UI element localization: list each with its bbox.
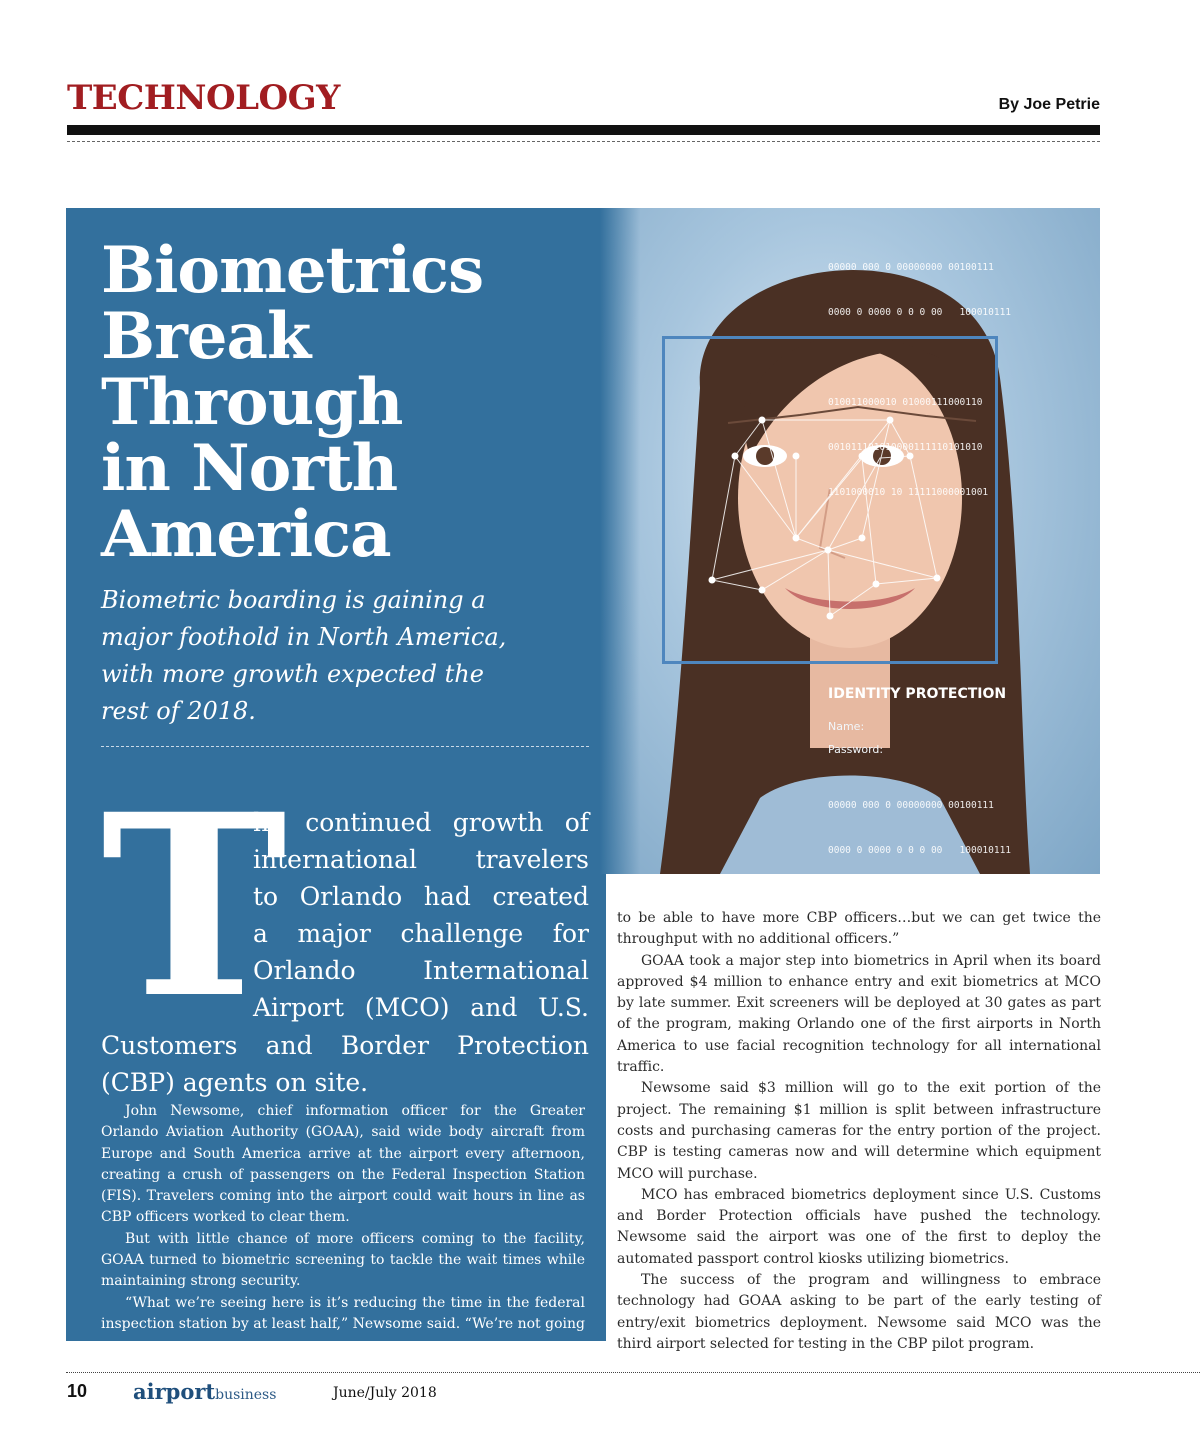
byline: By Joe Petrie xyxy=(998,96,1100,113)
identity-protection-label: IDENTITY PROTECTION xyxy=(828,686,1007,702)
body-paragraph: “What we’re seeing here is it’s reducing the time in the federal inspection station by at least half,” Newsome said. “We’re not going xyxy=(101,1294,585,1332)
lead-paragraph-wrapped: he continued growth of international travelers to Orlando had created a major challenge for Orlando International Airport (MCO) and U.S. xyxy=(253,808,589,1022)
photo-edge-fade xyxy=(600,208,640,874)
body-column-2 xyxy=(617,908,1101,1355)
issue-date: June/July 2018 xyxy=(333,1385,437,1401)
article-headline: Biometrics Break Through in North America xyxy=(101,233,484,572)
biometric-face-photo xyxy=(600,208,1100,874)
lead-paragraph-full: Customers and Border Protection (CBP) agents on site. xyxy=(101,1031,589,1097)
body-paragraph: Newsome said $3 million will go to the exit portion of the project. The remaining $1 million is split between infrastructure costs and purchasing cameras for the entry portion of the project. CBP is testing cameras now and will determine which equipment MCO will purchase. xyxy=(617,1080,1101,1182)
binary-overlay-top: 00000 000 0 00000000 00100111 0000 0 0000 0 0 0 00 100010111 010011000010 01000111000110 001011101010000111110101010 1101000010 10 11111000001001 xyxy=(828,262,1012,498)
footer-dotted-divider xyxy=(66,1372,1200,1373)
page-number: 10 xyxy=(67,1381,88,1401)
article-deck: Biometric boarding is gaining a major foothold in North America, with more growth expected the rest of 2018. xyxy=(101,586,507,725)
password-field-label: Password: xyxy=(828,743,884,756)
name-field-label: Name: xyxy=(828,720,865,733)
publication-logo xyxy=(133,1379,276,1404)
binary-overlay-bottom: 00000 000 0 00000000 00100111 0000 0 0000 0 0 0 00 100010111 xyxy=(828,800,1012,856)
body-paragraph: John Newsome, chief information officer for the Greater Orlando Aviation Authority (GOAA), said wide body aircraft from Europe and South America arrive at the airport every afternoon, creating a crush of passengers on the Federal Inspection Station (FIS). Travelers coming into the airport could wait hours in line as CBP officers worked to clear them. xyxy=(101,1103,585,1226)
body-column-1 xyxy=(101,1101,585,1335)
publication-name-light: business xyxy=(215,1387,277,1403)
header-dashed-divider xyxy=(67,141,1100,142)
body-paragraph: But with little chance of more officers coming to the facility, GOAA turned to biometric screening to tackle the wait times while maintaining strong security. xyxy=(101,1230,585,1290)
body-paragraph-continued: to be able to have more CBP officers…but we can get twice the throughput with no additional officers.” xyxy=(617,910,1101,948)
body-paragraph: The success of the program and willingness to embrace technology had GOAA asking to be part of the early testing of entry/exit biometrics deployment. Newsome said MCO was the third airport selected for testing in the CBP pilot program. xyxy=(617,1272,1101,1352)
publication-name-bold: airport xyxy=(133,1379,216,1404)
panel-dashed-divider xyxy=(101,746,589,747)
body-paragraph: MCO has embraced biometrics deployment since U.S. Customs and Border Protection officials have pushed the technology. Newsome said the airport was one of the first to deploy the automated passport control kiosks utilizing biometrics. xyxy=(617,1186,1101,1267)
header-rule xyxy=(67,125,1100,135)
section-label: TECHNOLOGY xyxy=(67,78,340,118)
drop-cap: T xyxy=(101,759,288,1053)
body-paragraph: GOAA took a major step into biometrics in April when its board approved $4 million to enhance entry and exit biometrics at MCO by late summer. Exit screeners will be deployed at 30 gates as part of the program, making Orlando one of the first airports in North America to use facial recognition technology for all international traffic. xyxy=(617,952,1101,1076)
